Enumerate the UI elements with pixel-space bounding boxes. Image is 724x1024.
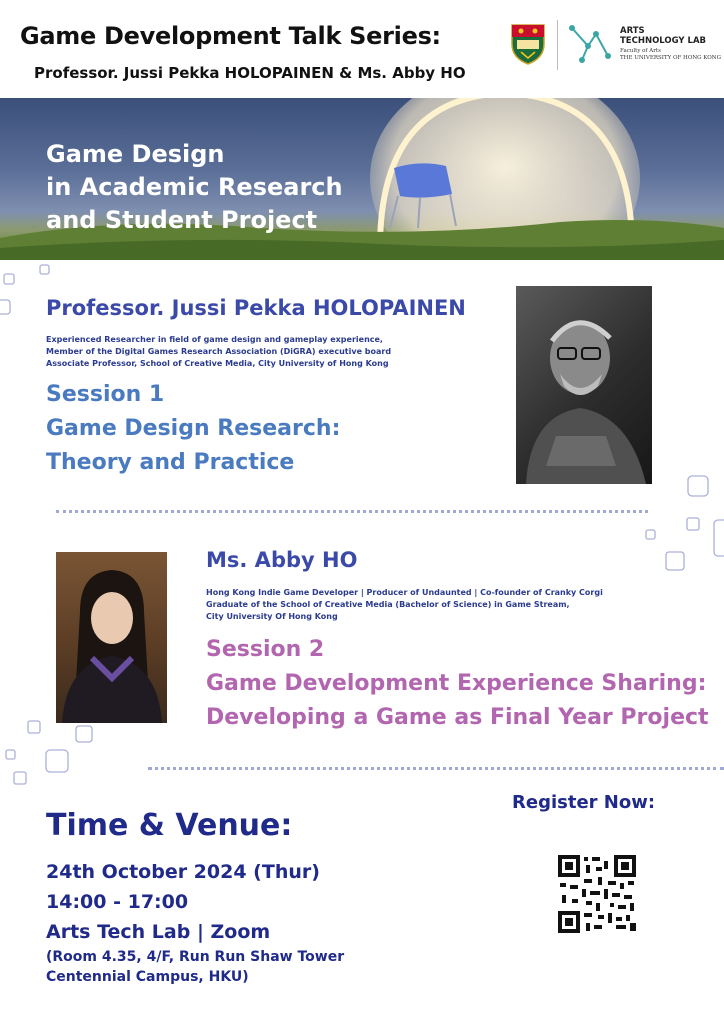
event-place: Arts Tech Lab | Zoom bbox=[46, 921, 271, 943]
event-time: 14:00 - 17:00 bbox=[46, 891, 189, 913]
qr-code-icon[interactable] bbox=[558, 855, 636, 933]
event-room-line1: (Room 4.35, 4/F, Run Run Shaw Tower bbox=[46, 949, 345, 965]
series-subtitle: Professor. Jussi Pekka HOLOPAINEN & Ms. Abby HO bbox=[34, 64, 466, 82]
speaker2-photo bbox=[56, 552, 167, 723]
speaker1-photo bbox=[516, 286, 652, 484]
event-date: 24th October 2024 (Thur) bbox=[46, 861, 320, 883]
arts-tech-lab-logo-icon bbox=[566, 22, 614, 66]
divider-dotted bbox=[148, 767, 724, 770]
session2-title-line1: Game Development Experience Sharing: bbox=[206, 671, 707, 696]
speaker2-bio: Hong Kong Indie Game Developer | Producer of Undaunted | Co-founder of Cranky Corgi Graduate of the School of Creative Media (Bachelor of Science) in Game Stream, City University Of Hong Kong bbox=[206, 588, 603, 621]
session2-label: Session 2 bbox=[206, 637, 325, 662]
speaker1-bio: Experienced Researcher in field of game design and gameplay experience, Member of the Digital Games Research Association (DiGRA) executive board Associate Professor, School of Creative Media, City University of Hong Kong bbox=[46, 335, 392, 368]
session1-title-line2: Theory and Practice bbox=[46, 450, 295, 475]
session1-label: Session 1 bbox=[46, 382, 165, 407]
lab-faculty: Faculty of Arts THE UNIVERSITY OF HONG KONG bbox=[620, 48, 721, 61]
session1 bbox=[46, 378, 340, 480]
event-room-line2: Centennial Campus, HKU) bbox=[46, 969, 249, 985]
hku-crest-icon bbox=[509, 22, 547, 66]
series-title: Game Development Talk Series: bbox=[20, 22, 441, 50]
decorative-squares-right bbox=[640, 470, 724, 580]
lab-name: ARTS TECHNOLOGY LAB bbox=[620, 26, 707, 46]
session1-title-line1: Game Design Research: bbox=[46, 416, 341, 441]
decorative-squares-bottom-left bbox=[0, 716, 100, 786]
register-label: Register Now: bbox=[512, 792, 656, 813]
venue-heading: Time & Venue: bbox=[46, 808, 293, 843]
speaker2-name: Ms. Abby HO bbox=[206, 548, 358, 572]
logo-divider bbox=[557, 20, 558, 70]
session2-title-line2: Developing a Game as Final Year Project bbox=[206, 705, 709, 730]
session2 bbox=[206, 633, 709, 735]
divider-dotted bbox=[56, 510, 648, 513]
venue-details bbox=[46, 857, 344, 987]
speaker1-name: Professor. Jussi Pekka HOLOPAINEN bbox=[46, 296, 466, 320]
banner-title: Game Design in Academic Research and Student Project bbox=[46, 140, 343, 234]
